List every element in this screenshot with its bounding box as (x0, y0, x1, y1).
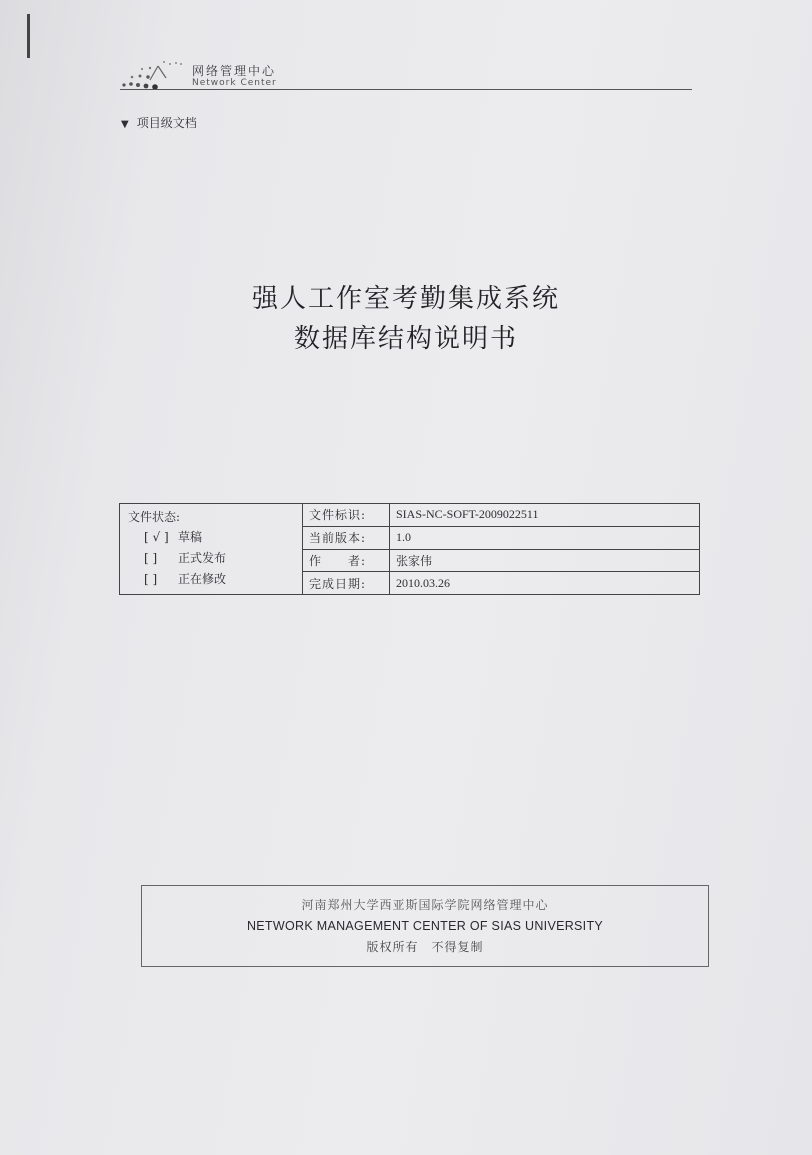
document-info-table (119, 503, 700, 595)
version-label: 当前版本: (303, 526, 390, 549)
file-id-label: 文件标识: (303, 504, 390, 527)
org-name-cn: 网络管理中心 (192, 64, 277, 78)
status-checkbox: [ ] (144, 572, 158, 586)
footer-box (141, 885, 709, 967)
status-option-editing (128, 569, 294, 590)
author-label: 作 者: (303, 549, 390, 572)
table-row (120, 504, 700, 527)
footer-org-cn: 河南郑州大学西亚斯国际学院网络管理中心 (301, 898, 549, 912)
binder-mark (27, 14, 30, 58)
status-checkbox: [ ] (144, 551, 158, 565)
document-subtitle: 数据库结构说明书 (293, 324, 518, 354)
doc-level-label: 项目级文档 (136, 116, 197, 130)
footer-copyright: 版权所有 不得复制 (366, 940, 484, 954)
triangle-down-icon: ▼ (121, 119, 129, 130)
version-value: 1.0 (390, 526, 700, 549)
file-status-cell (120, 504, 303, 595)
header-divider (120, 89, 692, 90)
completion-date-value: 2010.03.26 (390, 572, 700, 595)
status-option-label: 正在修改 (178, 572, 227, 586)
author-value: 张家伟 (390, 549, 700, 572)
document-title: 强人工作室考勤集成系统 (251, 284, 560, 314)
org-name-en: Network Center (192, 78, 277, 88)
status-option-label: 草稿 (178, 530, 203, 544)
status-option-release (128, 548, 294, 569)
status-option-label: 正式发布 (178, 551, 227, 565)
file-status-label: 文件状态: (128, 510, 181, 524)
file-id-value: SIAS-NC-SOFT-2009022511 (390, 504, 700, 527)
completion-date-label: 完成日期: (303, 572, 390, 595)
doc-level (121, 114, 197, 131)
status-option-draft (128, 527, 294, 548)
status-checkbox: [ √ ] (144, 530, 169, 544)
logo-dots-icon (120, 58, 184, 92)
footer-org-en: NETWORK MANAGEMENT CENTER OF SIAS UNIVERSITY (246, 919, 604, 933)
